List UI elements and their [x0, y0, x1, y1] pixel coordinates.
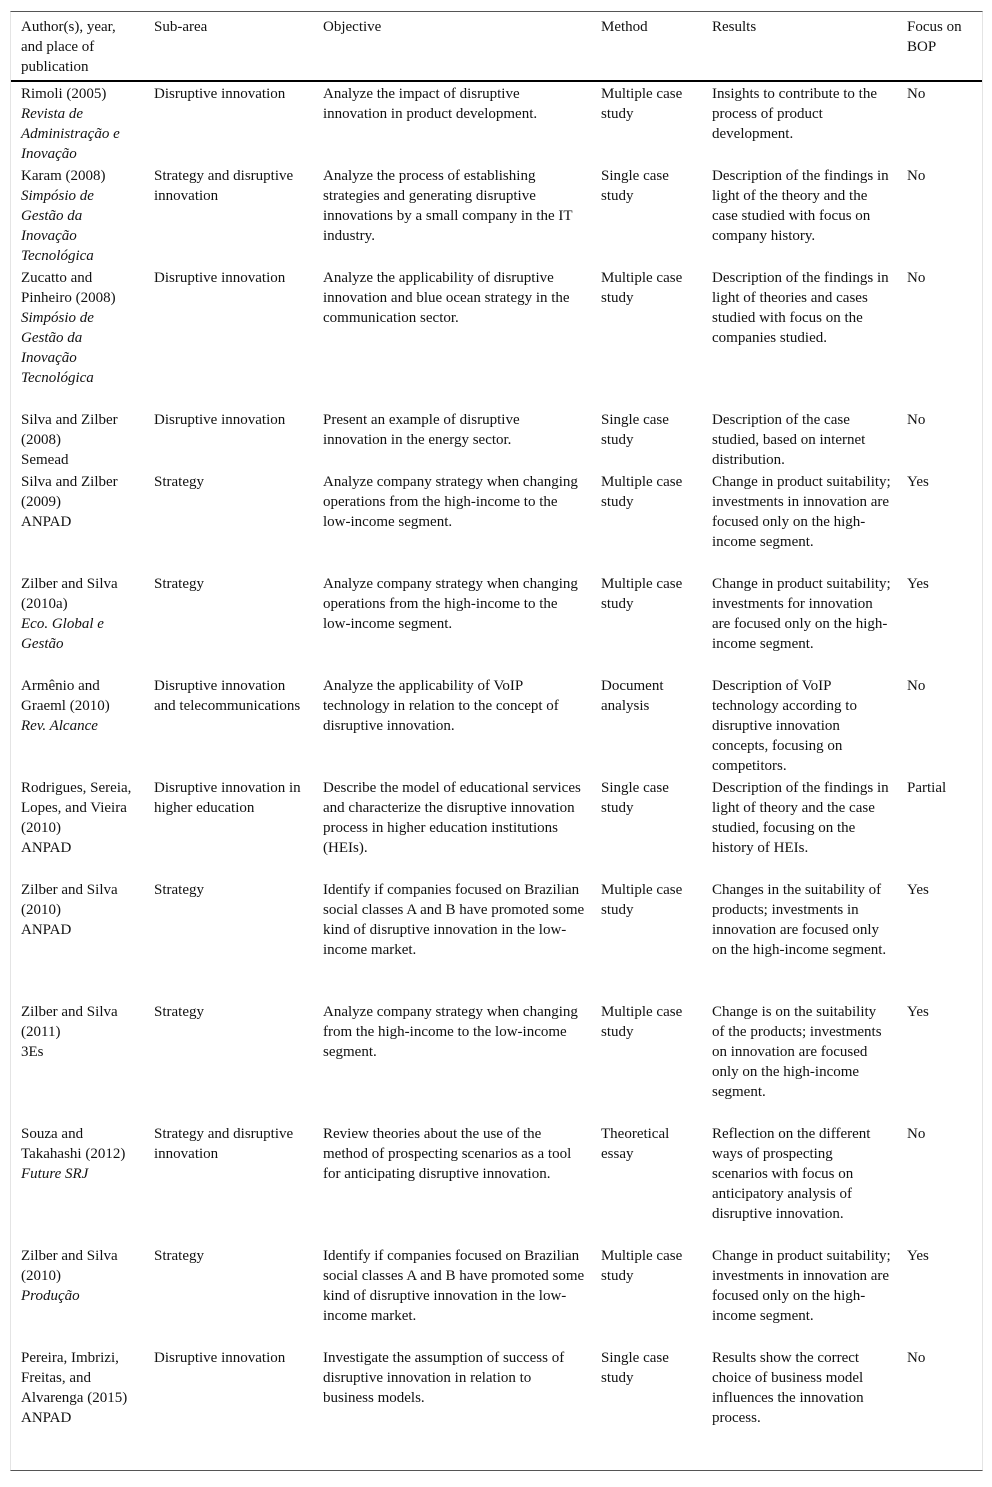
author-name: Armênio and Graeml (2010) — [21, 678, 110, 714]
publication-venue: ANPAD — [21, 514, 72, 530]
table-row — [11, 81, 982, 166]
author-name: Pereira, Imbrizi, Freitas, and Alvarenga (2015) — [21, 1350, 128, 1406]
cell-author — [11, 1124, 144, 1246]
cell-subarea: Disruptive innovation — [154, 86, 286, 102]
cell-objective: Analyze the process of establishing strategies and generating disruptive innovations by a small company in the IT industry. — [323, 168, 573, 244]
cell-author — [11, 1002, 144, 1124]
author-name: Souza and Takahashi (2012) — [21, 1126, 126, 1162]
publication-venue: Rev. Alcance — [21, 718, 98, 734]
cell-method: Single case study — [601, 780, 669, 816]
table-header — [11, 12, 982, 81]
cell-results: Results show the correct choice of business model influences the innovation process. — [712, 1350, 864, 1426]
cell-focus-on-bop: Partial — [907, 780, 947, 796]
cell-objective: Present an example of disruptive innovation in the energy sector. — [323, 412, 520, 448]
cell-author — [11, 81, 144, 166]
cell-focus-on-bop: No — [907, 412, 926, 428]
header-results: Results — [702, 12, 897, 81]
cell-subarea: Disruptive innovation and telecommunications — [154, 678, 301, 714]
cell-author — [11, 166, 144, 268]
publication-venue: Semead — [21, 452, 69, 468]
cell-method: Single case study — [601, 412, 669, 448]
cell-method: Multiple case study — [601, 882, 683, 918]
cell-focus-on-bop: No — [907, 86, 926, 102]
table-row — [11, 1246, 982, 1348]
cell-author — [11, 1348, 144, 1470]
author-name: Zucatto and Pinheiro (2008) — [21, 270, 116, 306]
cell-results: Reflection on the different ways of prospecting scenarios with focus on anticipatory analysis of disruptive innovation. — [712, 1126, 871, 1222]
header-row — [11, 12, 982, 81]
cell-results: Description of the findings in light of theory and the case studied, focusing on the history of HEIs. — [712, 780, 889, 856]
publication-venue: ANPAD — [21, 922, 72, 938]
cell-author — [11, 778, 144, 880]
author-name: Zilber and Silva (2010a) — [21, 576, 118, 612]
table-row — [11, 574, 982, 676]
cell-subarea: Strategy — [154, 1248, 204, 1264]
cell-focus-on-bop: No — [907, 1350, 926, 1366]
cell-author — [11, 880, 144, 1002]
cell-focus-on-bop: No — [907, 270, 926, 286]
cell-focus-on-bop: Yes — [907, 474, 929, 490]
author-name: Zilber and Silva (2010) — [21, 1248, 118, 1284]
header-author: Author(s), year, and place of publication — [11, 12, 144, 81]
cell-subarea: Strategy — [154, 1004, 204, 1020]
cell-results: Description of the findings in light of the theory and the case studied with focus on company history. — [712, 168, 889, 244]
author-name: Zilber and Silva (2011) — [21, 1004, 118, 1040]
table-row — [11, 472, 982, 574]
table-row — [11, 268, 982, 410]
cell-subarea: Strategy and disruptive innovation — [154, 168, 294, 204]
table-row — [11, 880, 982, 1002]
publication-venue: ANPAD — [21, 1410, 72, 1426]
cell-subarea: Disruptive innovation — [154, 1350, 286, 1366]
cell-objective: Analyze the applicability of VoIP technology in relation to the concept of disruptive innovation. — [323, 678, 559, 734]
cell-subarea: Strategy and disruptive innovation — [154, 1126, 294, 1162]
cell-focus-on-bop: Yes — [907, 882, 929, 898]
table-row — [11, 1002, 982, 1124]
cell-results: Description of the case studied, based on internet distribution. — [712, 412, 866, 468]
publication-venue: Future SRJ — [21, 1166, 89, 1182]
header-focus-on-bop: Focus on BOP — [897, 12, 982, 81]
cell-results: Insights to contribute to the process of product development. — [712, 86, 877, 142]
cell-method: Document analysis — [601, 678, 664, 714]
table-row — [11, 1124, 982, 1246]
table-row — [11, 166, 982, 268]
author-name: Zilber and Silva (2010) — [21, 882, 118, 918]
cell-subarea: Disruptive innovation — [154, 270, 286, 286]
cell-objective: Review theories about the use of the method of prospecting scenarios as a tool for anticipating disruptive innovation. — [323, 1126, 572, 1182]
cell-author — [11, 410, 144, 472]
cell-author — [11, 676, 144, 778]
cell-author — [11, 1246, 144, 1348]
table-body — [11, 81, 982, 1470]
author-name: Rodrigues, Sereia, Lopes, and Vieira (2010) — [21, 780, 132, 836]
cell-objective: Identify if companies focused on Brazilian social classes A and B have promoted some kind of disruptive innovation in the low-income market. — [323, 882, 585, 958]
cell-method: Multiple case study — [601, 1004, 683, 1040]
cell-objective: Investigate the assumption of success of disruptive innovation in relation to business models. — [323, 1350, 565, 1406]
author-name: Rimoli (2005) — [21, 86, 107, 102]
cell-objective: Analyze company strategy when changing operations from the high-income to the low-income segment. — [323, 474, 578, 530]
cell-objective: Describe the model of educational services and characterize the disruptive innovation process in higher education institutions (HEIs). — [323, 780, 581, 856]
cell-objective: Identify if companies focused on Brazilian social classes A and B have promoted some kind of disruptive innovation in the low-income market. — [323, 1248, 585, 1324]
cell-author — [11, 574, 144, 676]
cell-focus-on-bop: Yes — [907, 576, 929, 592]
cell-results: Change in product suitability; investments in innovation are focused only on the high-income segment. — [712, 1248, 891, 1324]
header-method: Method — [591, 12, 702, 81]
cell-focus-on-bop: No — [907, 678, 926, 694]
cell-method: Theoretical essay — [601, 1126, 670, 1162]
cell-author — [11, 268, 144, 410]
cell-author — [11, 472, 144, 574]
cell-results: Change in product suitability; investments for innovation are focused only on the high-income segment. — [712, 576, 891, 652]
cell-subarea: Strategy — [154, 576, 204, 592]
cell-method: Multiple case study — [601, 474, 683, 510]
studies-table — [11, 12, 982, 1470]
publication-venue: 3Es — [21, 1044, 44, 1060]
publication-venue: Simpósio de Gestão da Inovação Tecnológica — [21, 310, 94, 386]
cell-results: Description of the findings in light of theories and cases studied with focus on the companies studied. — [712, 270, 889, 346]
cell-objective: Analyze the impact of disruptive innovation in product development. — [323, 86, 538, 122]
publication-venue: ANPAD — [21, 840, 72, 856]
cell-objective: Analyze the applicability of disruptive innovation and blue ocean strategy in the communication sector. — [323, 270, 570, 326]
header-objective: Objective — [313, 12, 591, 81]
cell-objective: Analyze company strategy when changing from the high-income to the low-income segment. — [323, 1004, 578, 1060]
cell-subarea: Disruptive innovation — [154, 412, 286, 428]
cell-focus-on-bop: Yes — [907, 1004, 929, 1020]
table-row — [11, 410, 982, 472]
publication-venue: Simpósio de Gestão da Inovação Tecnológica — [21, 188, 94, 264]
cell-focus-on-bop: No — [907, 168, 926, 184]
cell-subarea: Strategy — [154, 882, 204, 898]
cell-subarea: Strategy — [154, 474, 204, 490]
cell-method: Multiple case study — [601, 1248, 683, 1284]
cell-objective: Analyze company strategy when changing operations from the high-income to the low-income segment. — [323, 576, 578, 632]
cell-results: Changes in the suitability of products; investments in innovation are focused only on the high-income segment. — [712, 882, 887, 958]
publication-venue: Revista de Administração e Inovação — [21, 106, 120, 162]
table-row — [11, 1348, 982, 1470]
cell-results: Description of VoIP technology according to disruptive innovation concepts, focusing on competitors. — [712, 678, 857, 774]
cell-subarea: Disruptive innovation in higher education — [154, 780, 301, 816]
author-name: Silva and Zilber (2009) — [21, 474, 118, 510]
author-name: Silva and Zilber (2008) — [21, 412, 118, 448]
cell-results: Change is on the suitability of the products; investments on innovation are focused only on the high-income segment. — [712, 1004, 882, 1100]
cell-focus-on-bop: No — [907, 1126, 926, 1142]
cell-method: Single case study — [601, 168, 669, 204]
cell-results: Change in product suitability; investments in innovation are focused only on the high-income segment. — [712, 474, 891, 550]
publication-venue: Eco. Global e Gestão — [21, 616, 104, 652]
publication-venue: Produção — [21, 1288, 80, 1304]
table-row — [11, 676, 982, 778]
cell-method: Single case study — [601, 1350, 669, 1386]
table-row — [11, 778, 982, 880]
cell-method: Multiple case study — [601, 86, 683, 122]
header-subarea: Sub-area — [144, 12, 313, 81]
cell-method: Multiple case study — [601, 270, 683, 306]
cell-method: Multiple case study — [601, 576, 683, 612]
cell-focus-on-bop: Yes — [907, 1248, 929, 1264]
author-name: Karam (2008) — [21, 168, 106, 184]
literature-review-table — [10, 11, 983, 1471]
